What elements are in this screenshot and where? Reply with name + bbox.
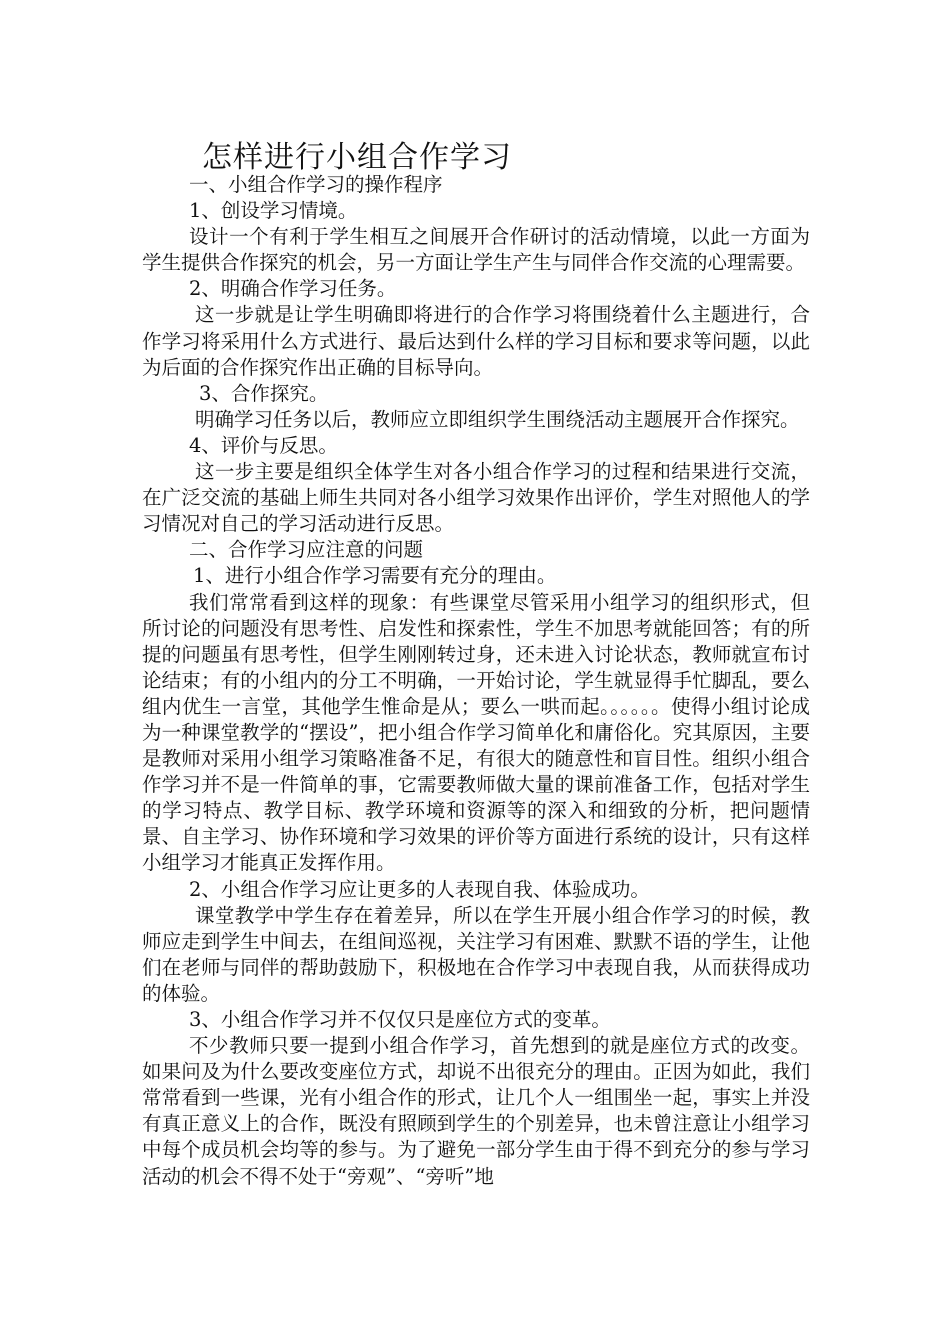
subsection-heading: 1、进行小组合作学习需要有充分的理由。 <box>193 564 557 588</box>
subsection-heading: 3、小组合作学习并不仅仅只是座位方式的变革。 <box>189 1008 611 1031</box>
subsection-heading: 2、明确合作学习任务。 <box>189 277 397 301</box>
subsection-heading: 4、评价与反思。 <box>189 433 338 457</box>
body-paragraph: 课堂教学中学生存在着差异，所以在学生开展小组合作学习的时候，教师应走到学生中间去，在组间巡视，关注学习有困难、默默不语的学生，让他们在老师与同伴的帮助鼓励下，积极地在合作学习中表现自我，从而获得成功的体验。 <box>142 903 810 1005</box>
document-title: 怎样进行小组合作学习 <box>202 140 512 175</box>
body-paragraph: 这一步就是让学生明确即将进行的合作学习将围绕着什么主题进行，合作学习将采用什么方式进行、最后达到什么样的学习目标和要求等问题，以此为后面的合作探究作出正确的目标导向。 <box>142 303 810 379</box>
body-paragraph: 不少教师只要一提到小组合作学习，首先想到的就是座位方式的改变。如果问及为什么要改变座位方式，却说不出很充分的理由。正因为如此，我们常常看到一些课，光有小组合作的形式，让几个人一组围坐一起，事实上并没有真正意义上的合作，既没有照顾到学生的个别差异，也未曾注意让小组学习中每个成员机会均等的参与。为了避免一部分学生由于得不到充分的参与学习活动的机会不得不处于“旁观”、“旁听”地 <box>142 1034 810 1188</box>
body-paragraph: 这一步主要是组织全体学生对各小组合作学习的过程和结果进行交流，在广泛交流的基础上师生共同对各小组学习效果作出评价，学生对照他人的学习情况对自己的学习活动进行反思。 <box>142 460 810 536</box>
subsection-heading: 3、合作探究。 <box>199 381 329 405</box>
body-paragraph: 明确学习任务以后，教师应立即组织学生围绕活动主题展开合作探究。 <box>195 407 800 431</box>
section-heading: 一、小组合作学习的操作程序 <box>189 173 443 196</box>
body-paragraph: 设计一个有利于学生相互之间展开合作研讨的活动情境，以此一方面为学生提供合作探究的机会，另一方面让学生产生与同伴合作交流的心理需要。 <box>142 225 810 275</box>
section-heading: 二、合作学习应注意的问题 <box>189 538 424 562</box>
subsection-heading: 1、创设学习情境。 <box>189 199 358 223</box>
body-paragraph: 我们常常看到这样的现象：有些课堂尽管采用小组学习的组织形式，但所讨论的问题没有思考性、启发性和探索性，学生不加思考就能回答；有的所提的问题虽有思考性，但学生刚刚转过身，还未进入讨论状态，教师就宣布讨论结束；有的小组内的分工不明确，一开始讨论，学生就显得手忙脚乱，要么组内优生一言堂，其他学生惟命是从；要么一哄而起。。。。。。使得小组讨论成为一种课堂教学的“摆设”，把小组合作学习简单化和庸俗化。究其原因，主要是教师对采用小组学习策略准备不足，有很大的随意性和盲目性。组织小组合作学习并不是一件简单的事，它需要教师做大量的课前准备工作，包括对学生的学习特点、教学目标、教学环境和资源等的深入和细致的分析，把问题情景、自主学习、协作环境和学习效果的评价等方面进行系统的设计，只有这样小组学习才能真正发挥作用。 <box>142 590 810 875</box>
subsection-heading: 2、小组合作学习应让更多的人表现自我、体验成功。 <box>189 877 650 901</box>
document-body <box>142 172 810 1190</box>
